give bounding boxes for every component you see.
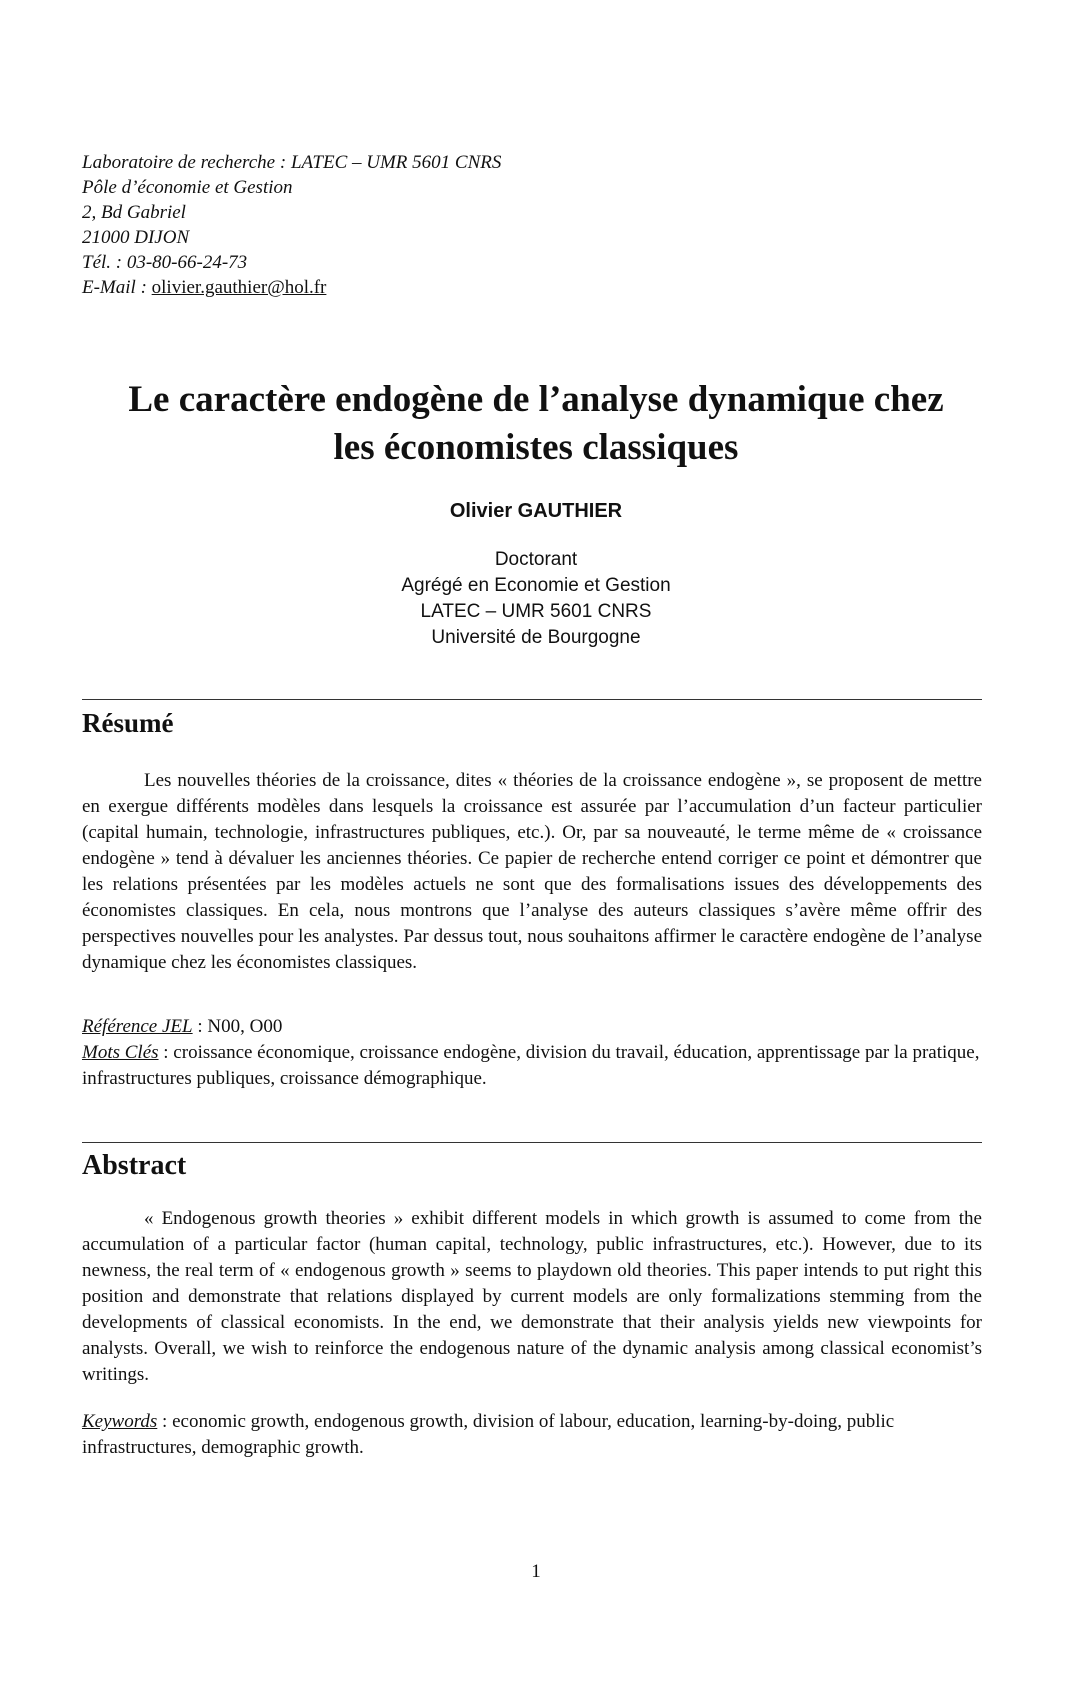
- keywords-value: : economic growth, endogenous growth, division of labour, education, learning-by-doing, public infrastructures, demographic growth.: [82, 1411, 895, 1458]
- page-number: 1: [531, 1561, 541, 1582]
- resume-paragraph: Les nouvelles théories de la croissance, dites « théories de la croissance endogène », se proposent de mettre en exergue différents modèles dans lesquels la croissance est assurée par l’accumulation d’un facteur particulier (capital humain, technologie, infrastructures publiques, etc.). Or, par sa nouveauté, le terme même de « croissance endogène » tend à dévaluer les anciennes théories. Ce papier de recherche entend corriger ce point et démontrer que les relations présentées par les modèles actuels ne sont que des formalisations issues des développements des économistes classiques. En cela, nous montrons que l’analyse des auteurs classiques s’avère même offrir des perspectives nouvelles pour les analystes. Par dessus tout, nous souhaitons affirmer le caractère endogène de l’analyse dynamique chez les économistes classiques.: [82, 770, 982, 973]
- email-link[interactable]: olivier.gauthier@hol.fr: [151, 277, 327, 298]
- divider-abstract: [82, 1142, 982, 1143]
- mots-cles-line: [82, 1040, 982, 1092]
- abstract-paragraph: « Endogenous growth theories » exhibit different models in which growth is assumed to come from the accumulation of a particular factor (human capital, technology, public infrastructures, etc.). However, due to its newness, the real term of « endogenous growth » seems to playdown old theories. This paper intends to put right this position and demonstrate that relations displayed by current models are only formalizations stemming from the developments of classical economists. In the end, we demonstrate that their analysis yields new viewpoints for analysts. Overall, we wish to reinforce the endogenous nature of the dynamic analysis among classical economist’s writings.: [82, 1208, 982, 1385]
- author-affiliation: [0, 547, 1072, 651]
- paper-title: [60, 376, 1012, 472]
- lab-line: Laboratoire de recherche : LATEC – UMR 5601 CNRS: [82, 152, 502, 173]
- keywords-label: Keywords: [82, 1411, 158, 1432]
- affiliation-line: Agrégé en Economie et Gestion: [401, 575, 671, 596]
- pole-line: Pôle d’économie et Gestion: [82, 177, 293, 198]
- mots-cles-label: Mots Clés: [82, 1042, 159, 1063]
- email-label: E-Mail :: [82, 277, 152, 298]
- email-line: [82, 275, 501, 300]
- title-line-1: Le caractère endogène de l’analyse dynamique chez: [128, 379, 944, 420]
- abstract-meta: [82, 1409, 982, 1461]
- resume-meta: [82, 1014, 982, 1092]
- tel-line: Tél. : 03-80-66-24-73: [82, 252, 248, 273]
- affiliation-line: LATEC – UMR 5601 CNRS: [420, 601, 652, 622]
- city-line: 21000 DIJON: [82, 227, 190, 248]
- affiliation-line: Université de Bourgogne: [431, 627, 641, 648]
- divider-resume: [82, 699, 982, 700]
- jel-label: Référence JEL: [82, 1016, 193, 1037]
- address-line: 2, Bd Gabriel: [82, 202, 186, 223]
- affiliation-line: Doctorant: [494, 549, 578, 570]
- jel-value: : N00, O00: [192, 1016, 283, 1037]
- mots-cles-value: : croissance économique, croissance endogène, division du travail, éducation, apprentissage par la pratique, infrastructures publiques, croissance démographique.: [82, 1042, 980, 1089]
- abstract-heading: Abstract: [82, 1150, 187, 1181]
- jel-line: [82, 1014, 982, 1040]
- author-name: Olivier GAUTHIER: [449, 500, 623, 522]
- resume-heading: Résumé: [82, 708, 174, 738]
- contact-header: [82, 150, 501, 300]
- title-line-2: les économistes classiques: [333, 427, 739, 468]
